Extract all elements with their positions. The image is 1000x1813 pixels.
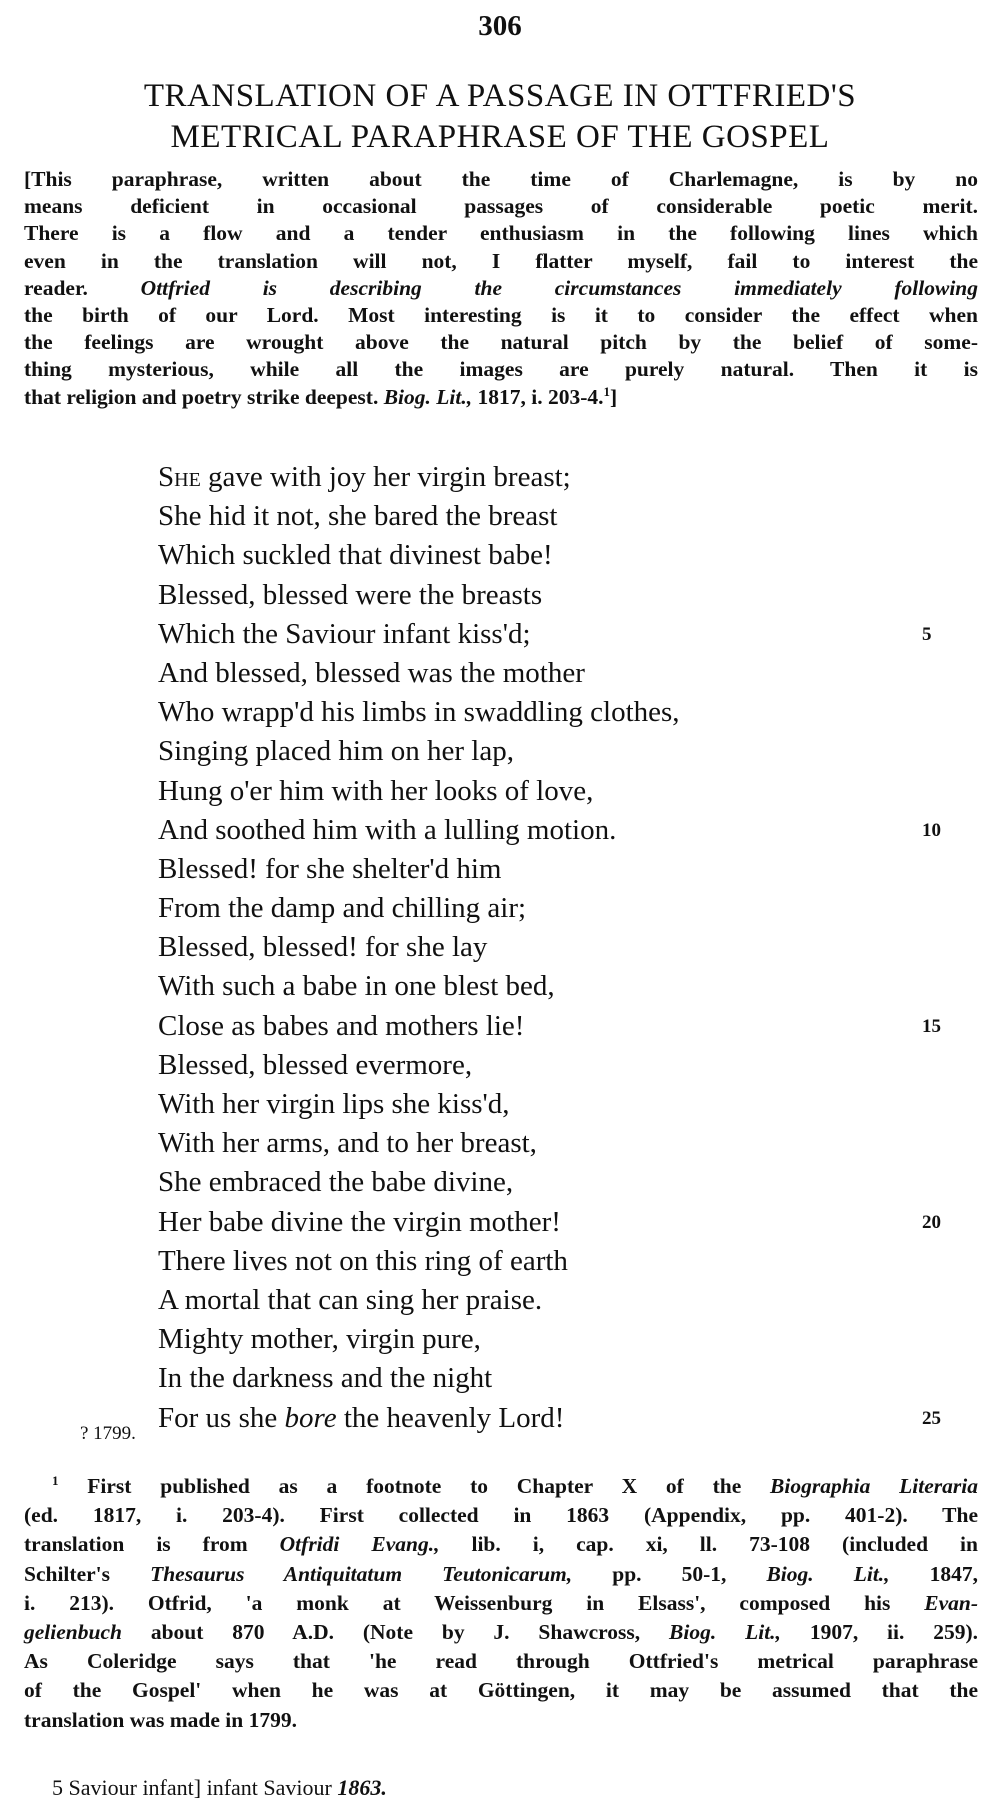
line-number: 20 [922,1211,941,1233]
footnote-line: translation was made in 1799. [24,1707,297,1732]
intro-paragraph [24,166,978,411]
poem-first-word: She [158,461,201,493]
poem-line: Who wrapp'd his limbs in swaddling clothes, [158,696,680,729]
poem-line: Singing placed him on her lap, [158,735,514,768]
footnote-text: i. 213). Otfrid, 'a monk at Weissenburg in Elsass', composed his [24,1590,891,1615]
footnote-line [24,1472,978,1501]
footnote-text: about 870 A.D. (Note by J. Shawcross, [150,1620,641,1645]
footnote-text: Schilter's [24,1561,110,1586]
intro-text: reader. [24,275,88,300]
intro-text: 1817, i. 203-4. [477,384,604,409]
footnote-italic-text: Evan- [924,1590,978,1615]
intro-italic-text: Ottfried is describing the circumstances immediately following [140,275,978,300]
page-number: 306 [478,10,522,42]
poem-line: She hid it not, she bared the breast [158,500,558,533]
footnote-italic-text: Biographia Literaria [770,1474,978,1498]
intro-line: even in the translation will not, I flatter myself, fail to interest the [24,248,978,273]
footnote-text: lib. i, cap. xi, ll. 73-108 (included in [471,1532,978,1557]
footnote-italic-text: Biog. Lit., [669,1620,781,1645]
poem-line: She embraced the babe divine, [158,1166,514,1199]
title-line-2: METRICAL PARAPHRASE OF THE GOSPEL [170,119,830,155]
line-number: 10 [922,819,941,841]
poem-line [158,1203,958,1242]
footnote-text: 1907, ii. 259). [809,1620,979,1645]
intro-line: means deficient in occasional passages of considerable poetic merit. [24,194,978,219]
poem-line: Hung o'er him with her looks of love, [158,774,594,807]
line-number: 5 [922,623,932,645]
intro-line: the feelings are wrought above the natural pitch by the belief of some- [24,330,978,355]
footnote-text: pp. 50-1, [612,1561,727,1586]
footnote-text: translation is from [24,1532,248,1557]
intro-line: the birth of our Lord. Most interesting is it to consider the effect when [24,303,978,328]
footnote-line: As Coleridge says that 'he read through Ottfried's metrical paraphrase [24,1649,978,1674]
poem-line [158,811,958,850]
poem-line-text: For us she [158,1401,285,1434]
poem-line: With such a babe in one blest bed, [158,970,555,1003]
poem-line: Blessed, blessed! for she lay [158,931,488,964]
footnote-marker: 1 [603,383,611,399]
poem-line: Mighty mother, virgin pure, [158,1323,481,1356]
intro-line: [This paraphrase, written about the time of Charlemagne, is by no [24,167,978,191]
page-title [20,76,980,158]
footnote-line: of the Gospel' when he was at Göttingen, it may be assumed that the [24,1678,978,1703]
poem-line: And blessed, blessed was the mother [158,656,585,689]
footnote-line [24,1618,978,1647]
poem-line: With her virgin lips she kiss'd, [158,1088,510,1120]
intro-text: ] [610,384,618,409]
intro-line [24,275,978,302]
poem-line: Blessed, blessed were the breasts [158,578,543,611]
poem-line-text: the heavenly Lord! [336,1401,565,1434]
poem-line: With her arms, and to her breast, [158,1127,537,1160]
poem-line-text: Close as babes and mothers lie! [158,1009,525,1042]
poem-line: Blessed, blessed evermore, [158,1048,473,1081]
textual-variant-note [52,1775,387,1801]
poem-line: A mortal that can sing her praise. [158,1283,543,1316]
title-line-1: TRANSLATION OF A PASSAGE IN OTTFRIED'S [143,78,857,114]
footnote-line [24,1530,978,1559]
poem-line: In the darkness and the night [158,1362,493,1395]
poem-italic-word: bore [284,1401,337,1434]
footnote-line: (ed. 1817, i. 203-4). First collected in 1863 (Appendix, pp. 401-2). The [24,1503,978,1528]
intro-text: that religion and poetry strike deepest. [24,384,379,409]
line-number: 15 [922,1015,941,1037]
poem-line: There lives not on this ring of earth [158,1244,568,1277]
poem-line [158,1399,958,1438]
footnote-marker: 1 [52,1472,59,1488]
footnote-italic-text: gelienbuch [24,1620,122,1645]
poem-line [158,1007,958,1046]
poem-line-text: And soothed him with a lulling motion. [158,813,617,846]
variant-text: 5 Saviour infant] infant Saviour [52,1775,332,1800]
poem-line: Blessed! for she shelter'd him [158,852,502,885]
poem-line-text: gave with joy her virgin breast; [200,461,571,493]
footnote-italic-text: Thesaurus Antiquitatum Teutonicarum, [150,1561,573,1586]
poem-line-text: Which the Saviour infant kiss'd; [158,617,531,650]
composition-date: ? 1799. [80,1423,136,1444]
line-number: 25 [922,1407,941,1429]
poem-line-text: Her babe divine the virgin mother! [158,1205,561,1238]
footnote-line [24,1589,978,1618]
footnote [24,1472,978,1735]
poem [158,458,958,1438]
intro-citation: Biog. Lit., [383,384,473,409]
footnote-line [24,1560,978,1589]
footnote-italic-text: Otfridi Evang., [279,1532,440,1557]
poem-line [158,458,958,497]
poem-line [158,615,958,654]
footnote-italic-text: Biog. Lit., [766,1561,890,1586]
footnote-text: First published as a footnote to Chapter X of the [87,1474,742,1498]
intro-line: There is a flow and a tender enthusiasm in the following lines which [24,221,978,246]
intro-line: thing mysterious, while all the images are purely natural. Then it is [24,357,978,382]
poem-line: Which suckled that divinest babe! [158,539,553,572]
poem-line: From the damp and chilling air; [158,892,527,925]
variant-italic-text: 1863. [337,1775,387,1800]
footnote-text: 1847, [929,1561,979,1586]
intro-line [24,384,978,411]
